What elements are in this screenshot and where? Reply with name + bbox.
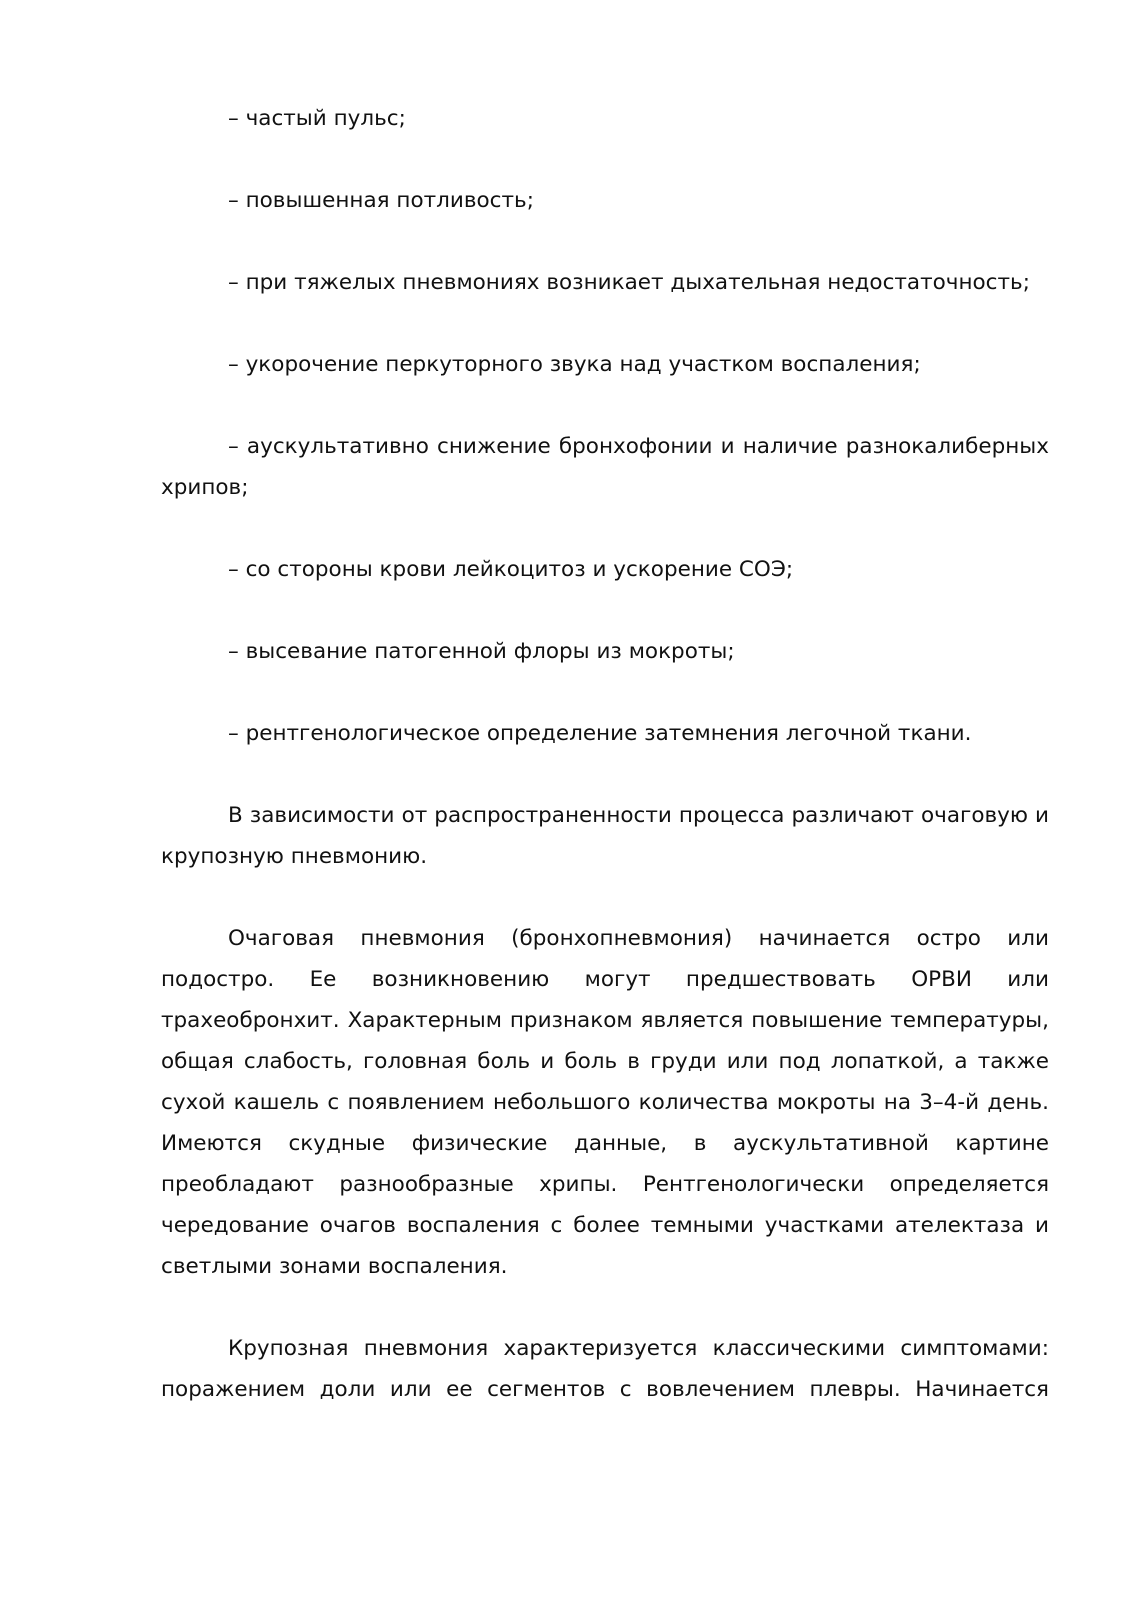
list-item-xray: – рентгенологическое определение затемнения легочной ткани. bbox=[228, 721, 972, 746]
list-item-sweating: – повышенная потливость; bbox=[228, 188, 534, 213]
list-item-blood: – со стороны крови лейкоцитоз и ускорение СОЭ; bbox=[228, 557, 794, 582]
paragraph-classification: В зависимости от распространенности процесса различают очаговую и крупозную пневмонию. bbox=[161, 803, 1049, 869]
list-item-percussion: – укорочение перкуторного звука над участком воспаления; bbox=[228, 352, 921, 377]
list-item-sputum: – высевание патогенной флоры из мокроты; bbox=[228, 639, 735, 664]
document-body bbox=[161, 98, 1049, 1410]
list-item-auscultation: – аускультативно снижение бронхофонии и наличие разнокалиберных хрипов; bbox=[161, 434, 1049, 500]
list-item-pulse: – частый пульс; bbox=[228, 106, 406, 131]
list-item-respiratory-failure: – при тяжелых пневмониях возникает дыхательная недостаточность; bbox=[228, 270, 1030, 295]
paragraph-focal-pneumonia: Очаговая пневмония (бронхопневмония) начинается остро или подостро. Ее возникновению могут предшествовать ОРВИ или трахеобронхит. Характерным признаком является повышение температуры, общая слабость, головная боль и боль в груди или под лопаткой, а также сухой кашель с появлением небольшого количества мокроты на 3–4-й день. Имеются скудные физические данные, в аускультативной картине преобладают разнообразные хрипы. Рентгенологически определяется чередование очагов воспаления с более темными участками ателектаза и светлыми зонами воспаления. bbox=[161, 926, 1049, 1279]
paragraph-croupous-pneumonia: Крупозная пневмония характеризуется классическими симптомами: поражением доли или ее сегментов с вовлечением плевры. Начинается bbox=[161, 1336, 1049, 1402]
